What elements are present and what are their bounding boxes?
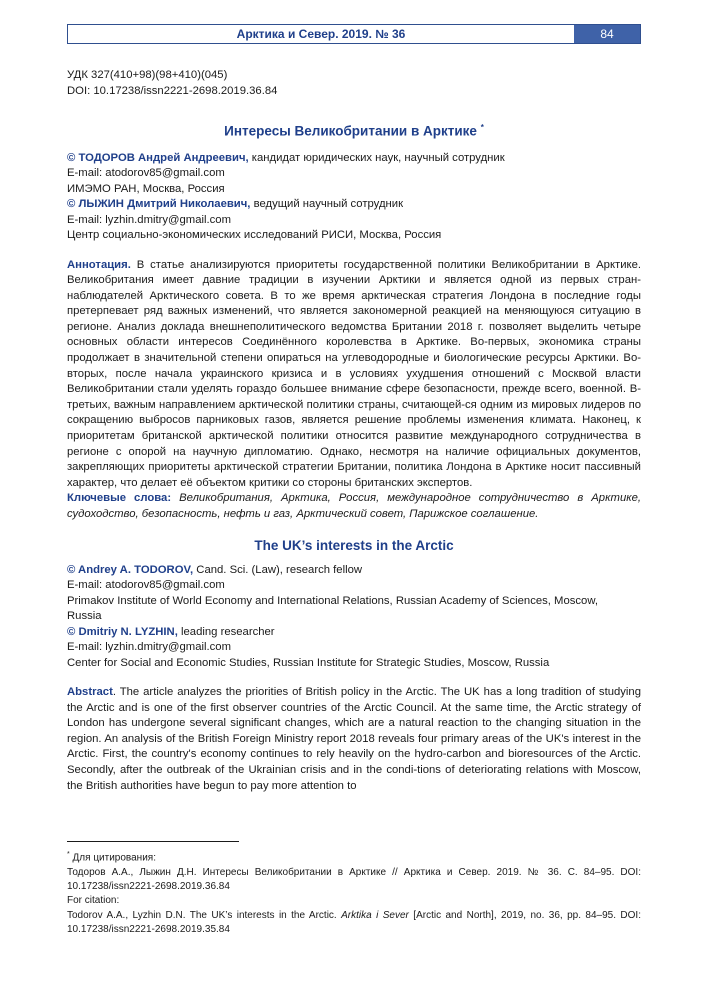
- ru-author-1: © ТОДОРОВ Андрей Андреевич, кандидат юридических наук, научный сотрудник: [67, 151, 505, 164]
- ru-author-2-email: E-mail: lyzhin.dmitry@gmail.com: [67, 213, 232, 226]
- article-body: [67, 68, 641, 794]
- udk-code: УДК 327(410+98)(98+410)(045): [67, 69, 228, 81]
- en-authors: [67, 563, 641, 672]
- en-author-1-email: E-mail: atodorov85@gmail.com: [67, 579, 225, 592]
- footnote-divider: [67, 841, 239, 842]
- en-author-2-org: Center for Social and Economic Studies, Russian Institute for Strategic Studies, Moscow, Russia: [67, 656, 550, 669]
- doi: DOI: 10.17238/issn2221-2698.2019.36.84: [67, 84, 278, 97]
- page-number: 84: [574, 25, 640, 43]
- ru-keywords: Ключевые слова: Великобритания, Арктика, Россия, международное сотрудничество в Арктике, судоходство, безопасность, нефть и газ, Арктический совет, Парижское соглашение.: [67, 492, 641, 520]
- ru-author-1-org: ИМЭМО РАН, Москва, Россия: [67, 182, 225, 195]
- journal-title: Арктика и Север. 2019. № 36: [236, 27, 406, 41]
- footnote-en-citation: Todorov A.A., Lyzhin D.N. The UK’s interests in the Arctic. Arktika i Sever [Arctic and North], 2019, no. 36, pp. 84–95. DOI: 10.17238/issn2221-2698.2019.35.84: [67, 909, 641, 935]
- ru-abstract: Аннотация. В статье анализируются приоритеты государственной политики Великобритании в Арктике. Великобритания имеет давние традиции в изучении Арктики и является одной из первых стран-наблюдателей Арктического совета. В то же время арктическая стратегия Лондона в последние годы претерпевает ряд важных изменений, что является закономерной реакцией на меняющуюся ситуацию в регионе. Анализ доклада внешнеполитического ведомства Британии 2018 г. позволяет выделить четыре основных области интересов Соединённого королевства в Арктике. Во-первых, экономика страны продолжает в значительной степени опираться на углеводородные и биологические ресурсы Арктики. Во-вторых, после начала украинского кризиса и в условиях ухудшения отношений с Москвой власти Великобритании стали уделять гораздо большее внимание сфере безопасности, прежде всего, военной. В-третьих, важным направлением арктической политики страны, считающей-ся одним из мировых лидеров по сокращению выбросов парниковых газов, является решение проблемы изменения климата. Наконец, к приоритетам британской арктической политики относится развитие международного сотрудничества в регионе с опорой на научную дипломатию. Однако, несмотря на наличие официальных документов, закрепляющих приоритеты арктической стратегии Британии, политика Лондона в Арктике носит пассивный характер, что делает её объектом критики со стороны британских экспертов.: [67, 258, 641, 489]
- ru-author-2: © ЛЫЖИН Дмитрий Николаевич, ведущий научный сотрудник: [67, 198, 404, 210]
- en-author-1: © Andrey A. TODOROV, Cand. Sci. (Law), research fellow: [67, 563, 363, 576]
- footnote-en-label: For citation:: [67, 895, 120, 907]
- en-author-1-org: Primakov Institute of World Economy and International Relations, Russian Academy of Sciences, Moscow,: [67, 594, 598, 607]
- ru-author-1-email: E-mail: atodorov85@gmail.com: [67, 167, 225, 179]
- footnote-ru-label: * Для цитирования:: [67, 851, 156, 864]
- en-title: The UK’s interests in the Arctic: [254, 537, 454, 553]
- en-author-2: © Dmitriy N. LYZHIN, leading researcher: [67, 625, 275, 638]
- ru-author-2-org: Центр социально-экономических исследований РИСИ, Москва, Россия: [67, 229, 442, 241]
- en-author-1-org-cont: Russia: [67, 610, 102, 623]
- ru-title: Интересы Великобритании в Арктике *: [224, 123, 484, 139]
- en-abstract: Abstract. The article analyzes the priorities of British policy in the Arctic. The UK has a long tradition of studying the Arctic and is one of the first observer countries of the Arctic Council. At the same time, the Arctic strategy of London has undergone several significant changes, which are a natural reaction to the changing situation in the region. An analysis of the British Foreign Ministry report 2018 reveals four primary areas of the UK's interest in the Arctic. First, the country's economy continues to rely heavily on the hydro-carbon and bioresources of the Arctic. Secondly, after the outbreak of the Ukrainian crisis and in the condi-tions of deteriorating relations with Moscow, the British authorities have begun to pay more attention to: [67, 686, 641, 792]
- en-author-2-email: E-mail: lyzhin.dmitry@gmail.com: [67, 641, 232, 654]
- ru-authors: [67, 151, 641, 244]
- citation-footnote: [67, 848, 641, 937]
- running-header: [67, 24, 641, 44]
- footnote-mark[interactable]: *: [480, 123, 484, 132]
- footnote-ru-citation: Тодоров А.А., Лыжин Д.Н. Интересы Великобритании в Арктике // Арктика и Север. 2019. № 36. С. 84–95. DOI: 10.17238/issn2221-2698.2019.36.84: [67, 866, 641, 892]
